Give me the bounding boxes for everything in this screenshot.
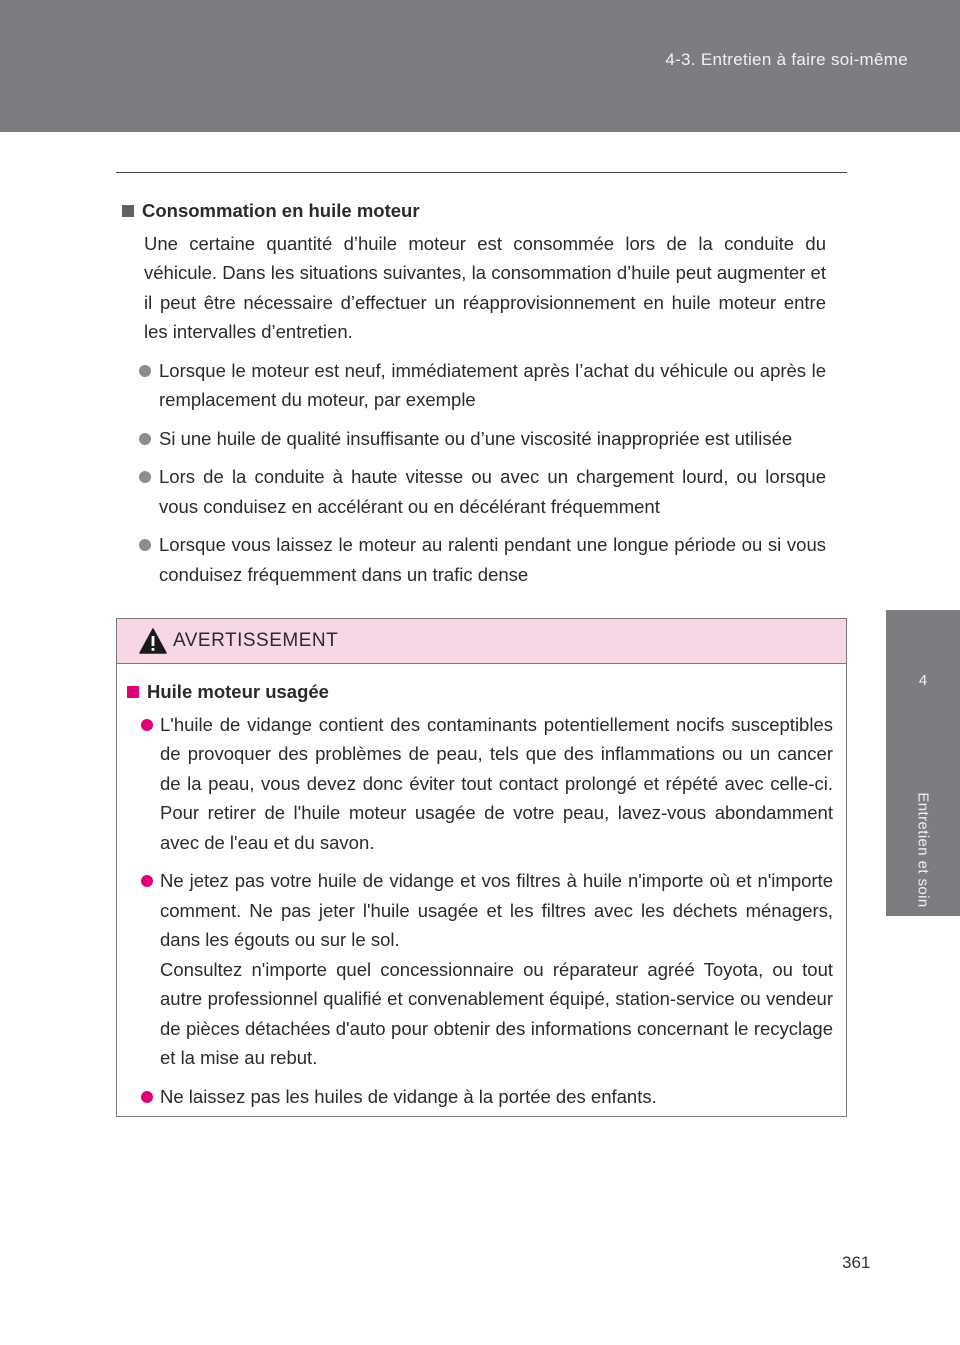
section-title-text: Consommation en huile moteur [142,200,420,221]
list-item-text: Lorsque vous laissez le moteur au ralenti pendant une longue période ou si vous conduisez fréquemment dans un trafic dense [159,534,826,585]
list-item [127,866,833,1073]
section-title [122,196,826,226]
chapter-number: 4 [918,672,928,689]
page-number: 361 [842,1253,871,1272]
list-item [122,462,826,521]
warning-label: AVERTISSEMENT [173,630,339,651]
chapter-label: Entretien et soin [914,792,932,908]
bullet-dot-icon [139,539,151,551]
chapter-side-tab [886,610,960,916]
list-item-text: Si une huile de qualité insuffisante ou d’une viscosité inappropriée est utilisée [159,427,793,449]
square-bullet-icon [127,686,139,698]
list-item [127,710,833,858]
list-item-text: Lorsque le moteur est neuf, immédiatement après l’achat du véhicule ou après le remplacement du moteur, par exemple [159,359,826,410]
section-intro: Une certaine quantité d’huile moteur est consommée lors de la conduite du véhicule. Dans les situations suivantes, la consommation d’huile peut augmenter et il peut être nécessaire d’effectuer un réapprovisionnement en huile moteur entre les intervalles d’entretien. [144,232,826,342]
bullet-dot-icon [141,719,153,731]
bullet-dot-icon [141,875,153,887]
bullet-dot-icon [139,433,151,445]
square-bullet-icon [122,205,134,217]
section-header-title: 4-3. Entretien à faire soi-même [665,50,908,69]
warning-title-text: Huile moteur usagée [147,681,329,702]
list-item [122,530,826,589]
warning-body [127,677,833,1120]
main-content [122,196,826,598]
list-item-extra-text: Consultez n'importe quel concessionnaire ou réparateur agréé Toyota, ou tout autre professionnel qualifié et convenablement équipé, station-service ou vendeur de pièces détachées d'auto pour obtenir des informations concernant le recyclage et la mise au rebut. [160,958,833,1068]
top-divider [116,172,847,173]
list-item [127,1082,833,1112]
warning-box [116,618,847,1117]
bullet-dot-icon [141,1091,153,1103]
warning-title [127,677,833,707]
bullet-dot-icon [139,365,151,377]
list-item [122,356,826,415]
list-item-text: L'huile de vidange contient des contaminants potentiellement nocifs susceptibles de provoquer des problèmes de peau, tels que des inflammations ou un cancer de la peau, vous devez donc éviter tout contact prolongé et répété avec celle-ci. Pour retirer de l'huile moteur usagée de votre peau, lavez-vous abondamment avec de l'eau et du savon. [160,713,833,853]
warning-triangle-icon [139,628,167,654]
list-item [122,424,826,454]
list-item-text: Ne laissez pas les huiles de vidange à la portée des enfants. [160,1085,657,1107]
bullet-dot-icon [139,471,151,483]
list-item-text: Lors de la conduite à haute vitesse ou avec un chargement lourd, ou lorsque vous conduisez en accélérant ou en décélérant fréquemment [159,466,826,517]
list-item-text: Ne jetez pas votre huile de vidange et vos filtres à huile n'importe où et n'importe comment. Ne pas jeter l'huile usagée et les filtres avec les déchets ménagers, dans les égouts ou sur le sol. [160,870,833,950]
page-header [0,0,960,132]
warning-header [117,619,846,664]
